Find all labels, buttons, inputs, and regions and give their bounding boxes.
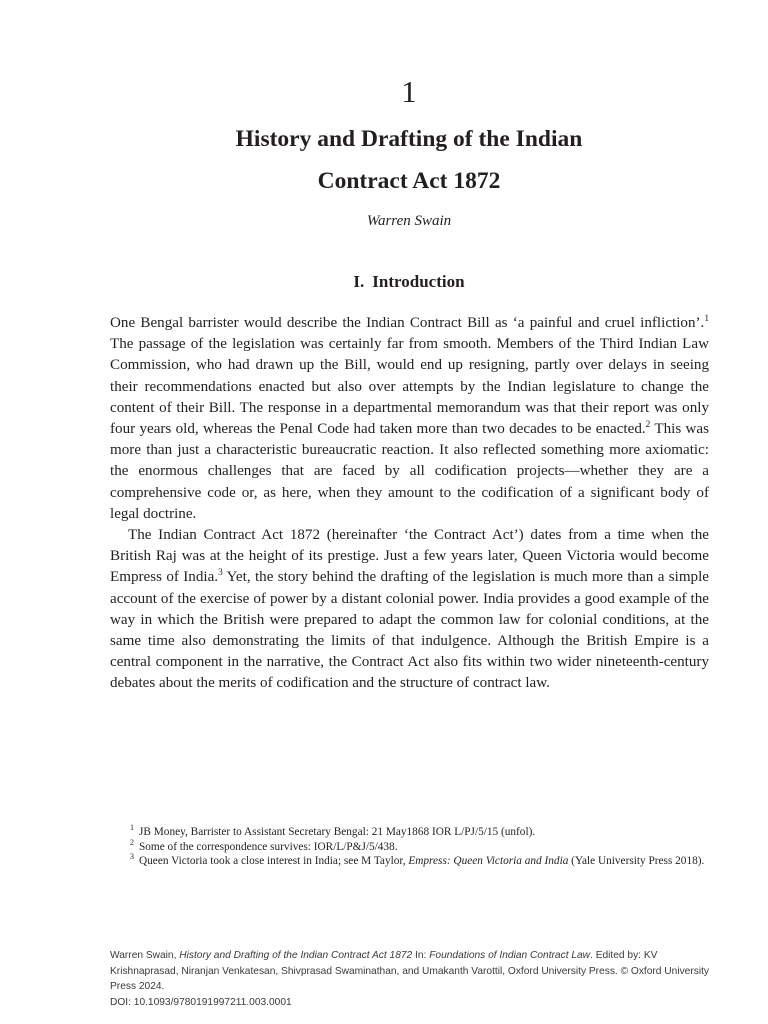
footnote-2: 2 Some of the correspondence survives: IOR/L/P&J/5/438. [130, 837, 398, 853]
footnotes [110, 825, 709, 869]
section-number: I. [353, 272, 365, 291]
chapter-title [0, 118, 768, 202]
chapter-author: Warren Swain [366, 213, 452, 229]
source-note [110, 948, 720, 1010]
text-run: This was more than just a characteristic bureaucratic reaction. It also reflected something more axiomatic: the enormous challenges that are faced by all codification projects—whether they are a comprehensive code or, as here, when they amount to the codification of a significant body of legal doctrine. [110, 421, 709, 522]
footnote-text: Some of the correspondence survives: IOR/L/P&J/5/438. [139, 840, 398, 853]
source-doi[interactable]: DOI: 10.1093/9780191997211.003.0001 [110, 996, 292, 1008]
text-run: The passage of the legislation was certainly far from smooth. Members of the Third Indian Law Commission, who had drawn up the Bill, would end up resigning, partly over delays in seeing their recommendations enacted but also over attempts by the Indian legislature to change the content of their Bill. The response in a departmental memorandum was that their report was only four years old, whereas the Penal Code had taken more than two decades to be enacted. [110, 336, 709, 438]
chapter-number: 1 [401, 74, 417, 109]
footnote-text: JB Money, Barrister to Assistant Secretary Bengal: 21 May1868 IOR L/PJ/5/15 (unfol). [139, 826, 536, 838]
footnote-book-title: Empress: Queen Victoria and India [408, 855, 569, 867]
text-run: Yet, the story behind the drafting of the legislation is much more than a simple account of the exercise of power by a distant colonial power. India provides a good example of the way in which the British were prepared to adapt the common law for colonial conditions, at the same time also demonstrating the limits of that indulgence. Although the British Empire is a central component in the narrative, the Contract Act also fits within two wider nineteenth-century debates about the merits of codification and the structure of contract law. [110, 569, 709, 692]
source-book-title: Foundations of Indian Contract Law [429, 950, 591, 961]
source-author: Warren Swain, [110, 950, 180, 961]
chapter-title-line-2: Contract Act 1872 [317, 168, 501, 194]
source-chapter-title: History and Drafting of the Indian Contract Act 1872 [179, 950, 413, 961]
source-editors: . Edited by: KV Krishnaprasad, Niranjan Venkatesan, Shivprasad Swaminathan, and Umakanth Varottil, Oxford University Press. © Oxford University Press 2024. [110, 950, 710, 992]
footnote-ref-2[interactable]: 2 [645, 419, 651, 430]
footnote-text: Queen Victoria took a close interest in India; see M Taylor, [139, 855, 409, 867]
footnote-1: 1 JB Money, Barrister to Assistant Secretary Bengal: 21 May1868 IOR L/PJ/5/15 (unfol). [130, 823, 536, 838]
section-title: Introduction [372, 272, 465, 291]
footnote-ref-3[interactable]: 3 [218, 568, 223, 579]
footnote-ref-1[interactable]: 1 [704, 313, 709, 324]
text-run: One Bengal barrister would describe the Indian Contract Bill as ‘a painful and cruel infliction’. [110, 315, 705, 331]
paragraph [110, 313, 709, 525]
paragraph [110, 525, 709, 695]
text-run: The Indian Contract Act 1872 (hereinafter ‘the Contract Act’) dates from a time when the British Raj was at the height of its prestige. Just a few years later, Queen Victoria would become Empress of India. [110, 527, 709, 586]
footnote-3: 3 Queen Victoria took a close interest in India; see M Taylor, Empress: Queen Victoria and India (Yale University Press 2018). [130, 852, 705, 867]
section-heading [0, 270, 768, 294]
source-in: In: [412, 950, 430, 961]
footnote-text: (Yale University Press 2018). [568, 855, 705, 867]
chapter-title-line-1: History and Drafting of the Indian [235, 126, 583, 152]
body-text [110, 313, 709, 695]
